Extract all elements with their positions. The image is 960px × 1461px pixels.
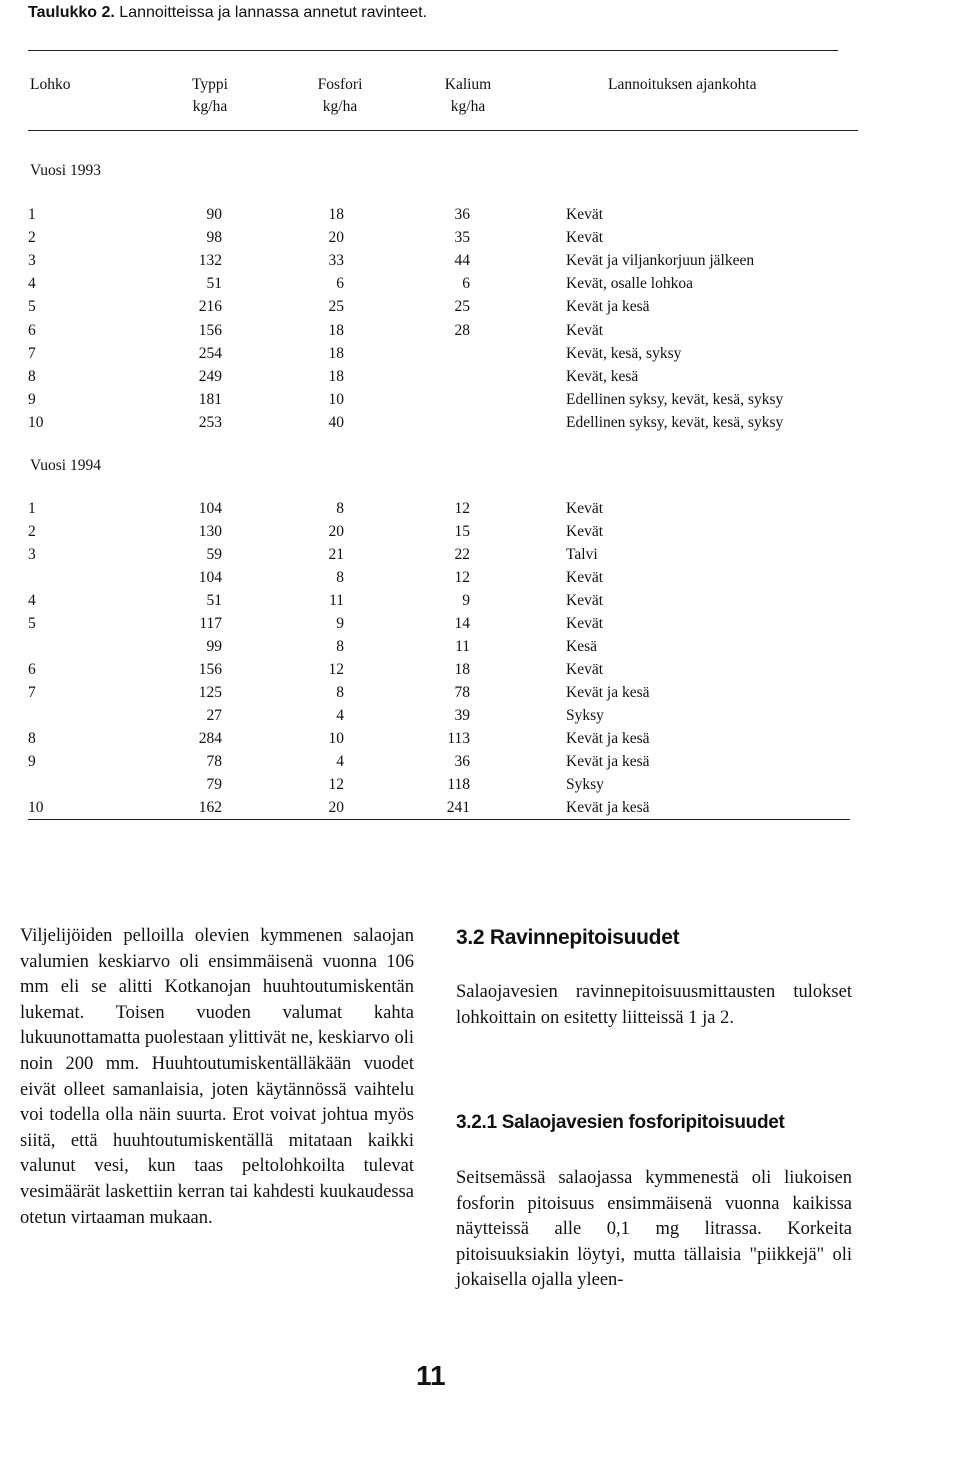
- header-typpi-unit: kg/ha: [192, 98, 228, 115]
- table-cell-n: 254: [198, 344, 222, 362]
- table-cell-n: 59: [206, 546, 222, 563]
- table-cell-time: Kevät, osalle lohkoa: [566, 275, 693, 293]
- table-cell-time: Kevät: [566, 206, 604, 223]
- table-cell-time: Kevät, kesä, syksy: [566, 344, 682, 362]
- table-cell-k: 36: [454, 753, 470, 770]
- table-cell-lohko: 5: [28, 298, 36, 316]
- table-cell-lohko: 7: [28, 344, 36, 362]
- table-cell-n: 132: [198, 252, 222, 270]
- table-cell-p: 20: [328, 523, 344, 540]
- table-cell-p: 18: [328, 321, 344, 339]
- header-kalium-unit: kg/ha: [450, 98, 486, 115]
- caption-text: Lannoitteissa ja lannassa annetut ravinteet.: [119, 4, 428, 21]
- table-cell-n: 27: [206, 707, 222, 724]
- table-cell-n: 181: [198, 390, 222, 408]
- table-cell-k: 9: [462, 592, 470, 609]
- table-cell-lohko: 3: [28, 546, 36, 563]
- table-cell-p: 4: [336, 753, 344, 770]
- table-cell-p: 18: [328, 367, 344, 385]
- table-top-rule: [28, 50, 838, 51]
- table-cell-lohko: 2: [28, 523, 36, 540]
- table-cell-lohko: 4: [28, 592, 36, 609]
- header-typpi: Typpi: [192, 76, 228, 93]
- table-cell-p: 25: [328, 298, 344, 316]
- table-cell-time: Talvi: [566, 546, 598, 563]
- table-cell-n: 284: [198, 730, 222, 747]
- table-cell-n: 216: [198, 298, 222, 316]
- table-cell-time: Kevät: [566, 569, 604, 586]
- section-heading-3-2: 3.2 Ravinnepitoisuudet: [456, 926, 680, 949]
- table-cell-time: Kevät: [566, 592, 604, 609]
- table-cell-lohko: 8: [28, 367, 36, 385]
- table-cell-k: 78: [454, 684, 470, 701]
- table-cell-p: 10: [328, 390, 344, 408]
- body-paragraph-right-1: Salaojavesien ravinnepitoisuusmittausten tulokset lohkoittain on esitetty liitteissä 1 ja 2.: [456, 982, 852, 1028]
- table-cell-n: 99: [206, 638, 222, 655]
- table-cell-n: 104: [198, 569, 222, 586]
- table-cell-p: 18: [328, 344, 344, 362]
- section-heading-3-2-1: 3.2.1 Salaojavesien fosforipitoisuudet: [456, 1112, 785, 1133]
- table-cell-k: 25: [454, 298, 470, 316]
- table-cell-time: Kevät: [566, 321, 604, 339]
- table-cell-p: 4: [336, 707, 344, 724]
- table-cell-p: 8: [336, 569, 344, 586]
- table-cell-k: 12: [454, 500, 470, 517]
- table-cell-lohko: 6: [28, 321, 36, 339]
- table-caption: [28, 4, 427, 22]
- table-cell-k: 35: [454, 229, 470, 247]
- header-kalium: Kalium: [444, 76, 492, 93]
- table-cell-n: 90: [206, 206, 222, 223]
- table-cell-time: Kevät ja kesä: [566, 753, 650, 770]
- table-cell-k: 15: [454, 523, 470, 540]
- table-cell-lohko: 9: [28, 390, 36, 408]
- table-cell-lohko: 9: [28, 753, 36, 770]
- table-cell-n: 51: [206, 275, 222, 293]
- table-cell-p: 20: [328, 229, 344, 247]
- table-cell-time: Kevät: [566, 661, 604, 678]
- table-cell-p: 21: [328, 546, 344, 563]
- table-cell-n: 98: [206, 229, 222, 247]
- table-cell-lohko: 10: [28, 799, 44, 816]
- table-cell-p: 8: [336, 500, 344, 517]
- table-cell-time: Kevät: [566, 615, 604, 632]
- table-cell-k: 28: [454, 321, 470, 339]
- table-cell-time: Kevät: [566, 229, 604, 247]
- table-cell-n: 156: [198, 321, 222, 339]
- table-cell-k: 113: [447, 730, 470, 747]
- table-cell-k: 6: [462, 275, 470, 293]
- table-cell-n: 104: [198, 500, 222, 517]
- table-cell-time: Kesä: [566, 638, 597, 655]
- table-cell-p: 12: [328, 776, 344, 793]
- table-cell-n: 51: [206, 592, 222, 609]
- table-cell-lohko: 8: [28, 730, 36, 747]
- table-cell-n: 162: [198, 799, 222, 816]
- table-cell-lohko: 2: [28, 229, 36, 247]
- table-cell-p: 8: [336, 684, 344, 701]
- table-cell-n: 117: [199, 615, 222, 632]
- body-paragraph-left: Viljelijöiden pelloilla olevien kymmenen salaojan valumien keskiarvo oli ensimmäisenä vuonna 106 mm eli se alitti Kotkanojan huuhtoutumiskentän lukemat. Toisen vuoden valumat kahta lukuunottamatta puolestaan ylittivät ne, keskiarvo oli noin 200 mm. Huuhtoutumiskentälläkään vuodet eivät olleet samanlaisia, joten käytännössä vaihtelu voi todella olla näin suurta. Erot voivat johtua myös siitä, että huuhtoutumiskentällä mitataan kaikki valunut vesi, kun taas peltolohkoilta tulevat vesimäärät laskettiin kerran tai kahdesti kuukaudessa otetun virtaaman mukaan.: [20, 926, 414, 1228]
- table-cell-lohko: 10: [28, 413, 44, 431]
- caption-label: Taulukko 2.: [28, 4, 115, 21]
- table-cell-time: Kevät ja kesä: [566, 799, 650, 816]
- table-cell-p: 12: [328, 661, 344, 678]
- header-rule: [28, 130, 858, 131]
- table-cell-time: Kevät ja kesä: [566, 684, 650, 701]
- table-cell-time: Edellinen syksy, kevät, kesä, syksy: [566, 390, 784, 408]
- table-cell-lohko: 5: [28, 615, 36, 632]
- table-cell-lohko: 1: [28, 500, 36, 517]
- table-cell-p: 20: [328, 799, 344, 816]
- header-fosfori: Fosfori: [317, 76, 363, 93]
- table-cell-time: Kevät ja viljankorjuun jälkeen: [566, 252, 755, 270]
- year-label-1994: Vuosi 1994: [30, 457, 101, 474]
- table-cell-p: 40: [328, 413, 344, 431]
- table-cell-p: 18: [328, 206, 344, 223]
- table-cell-p: 9: [336, 615, 344, 632]
- table-cell-time: Kevät: [566, 523, 604, 540]
- table-cell-time: Syksy: [566, 707, 604, 724]
- page-number: 11: [416, 1360, 446, 1391]
- table-cell-k: 14: [454, 615, 470, 632]
- table-cell-n: 125: [198, 684, 222, 701]
- table-cell-time: Kevät ja kesä: [566, 730, 650, 747]
- table-cell-k: 22: [454, 546, 470, 563]
- table-cell-n: 130: [198, 523, 222, 540]
- body-paragraph-right-2: Seitsemässä salaojassa kymmenestä oli liukoisen fosforin pitoisuus ensimmäisenä vuonna kaikissa näytteissä alle 0,1 mg litrassa. Korkeita pitoisuuksiakin löytyi, mutta tällaisia "piikkejä" oli jokaisella ojalla yleen-: [456, 1168, 852, 1291]
- table-cell-p: 6: [336, 275, 344, 293]
- table-cell-lohko: 3: [28, 252, 36, 270]
- table-cell-lohko: 7: [28, 684, 36, 701]
- table-cell-k: 44: [454, 252, 470, 270]
- table-cell-p: 8: [336, 638, 344, 655]
- table-cell-time: Edellinen syksy, kevät, kesä, syksy: [566, 413, 784, 431]
- table-cell-lohko: 4: [28, 275, 36, 293]
- year-label-1993: Vuosi 1993: [30, 162, 101, 179]
- table-cell-k: 11: [455, 638, 470, 655]
- table-bottom-rule: [28, 819, 850, 820]
- table-cell-time: Kevät: [566, 500, 604, 517]
- table-cell-time: Syksy: [566, 776, 604, 793]
- table-cell-n: 79: [206, 776, 222, 793]
- table-cell-lohko: 1: [28, 206, 36, 223]
- table-cell-p: 33: [328, 252, 344, 270]
- table-cell-n: 156: [198, 661, 222, 678]
- table-cell-p: 10: [328, 730, 344, 747]
- table-cell-k: 12: [454, 569, 470, 586]
- table-cell-time: Kevät, kesä: [566, 367, 639, 385]
- table-cell-k: 241: [446, 799, 470, 816]
- header-fosfori-unit: kg/ha: [322, 98, 358, 115]
- header-lohko: Lohko: [30, 76, 71, 93]
- table-cell-time: Kevät ja kesä: [566, 298, 650, 316]
- table-cell-k: 36: [454, 206, 470, 223]
- table-cell-k: 118: [447, 776, 470, 793]
- table-cell-n: 249: [198, 367, 222, 385]
- table-cell-n: 253: [198, 413, 222, 431]
- header-ajankohta: Lannoituksen ajankohta: [608, 76, 757, 93]
- table-cell-lohko: 6: [28, 661, 36, 678]
- table-cell-k: 18: [454, 661, 470, 678]
- table-cell-k: 39: [454, 707, 470, 724]
- table-cell-p: 11: [329, 592, 344, 609]
- table-cell-n: 78: [206, 753, 222, 770]
